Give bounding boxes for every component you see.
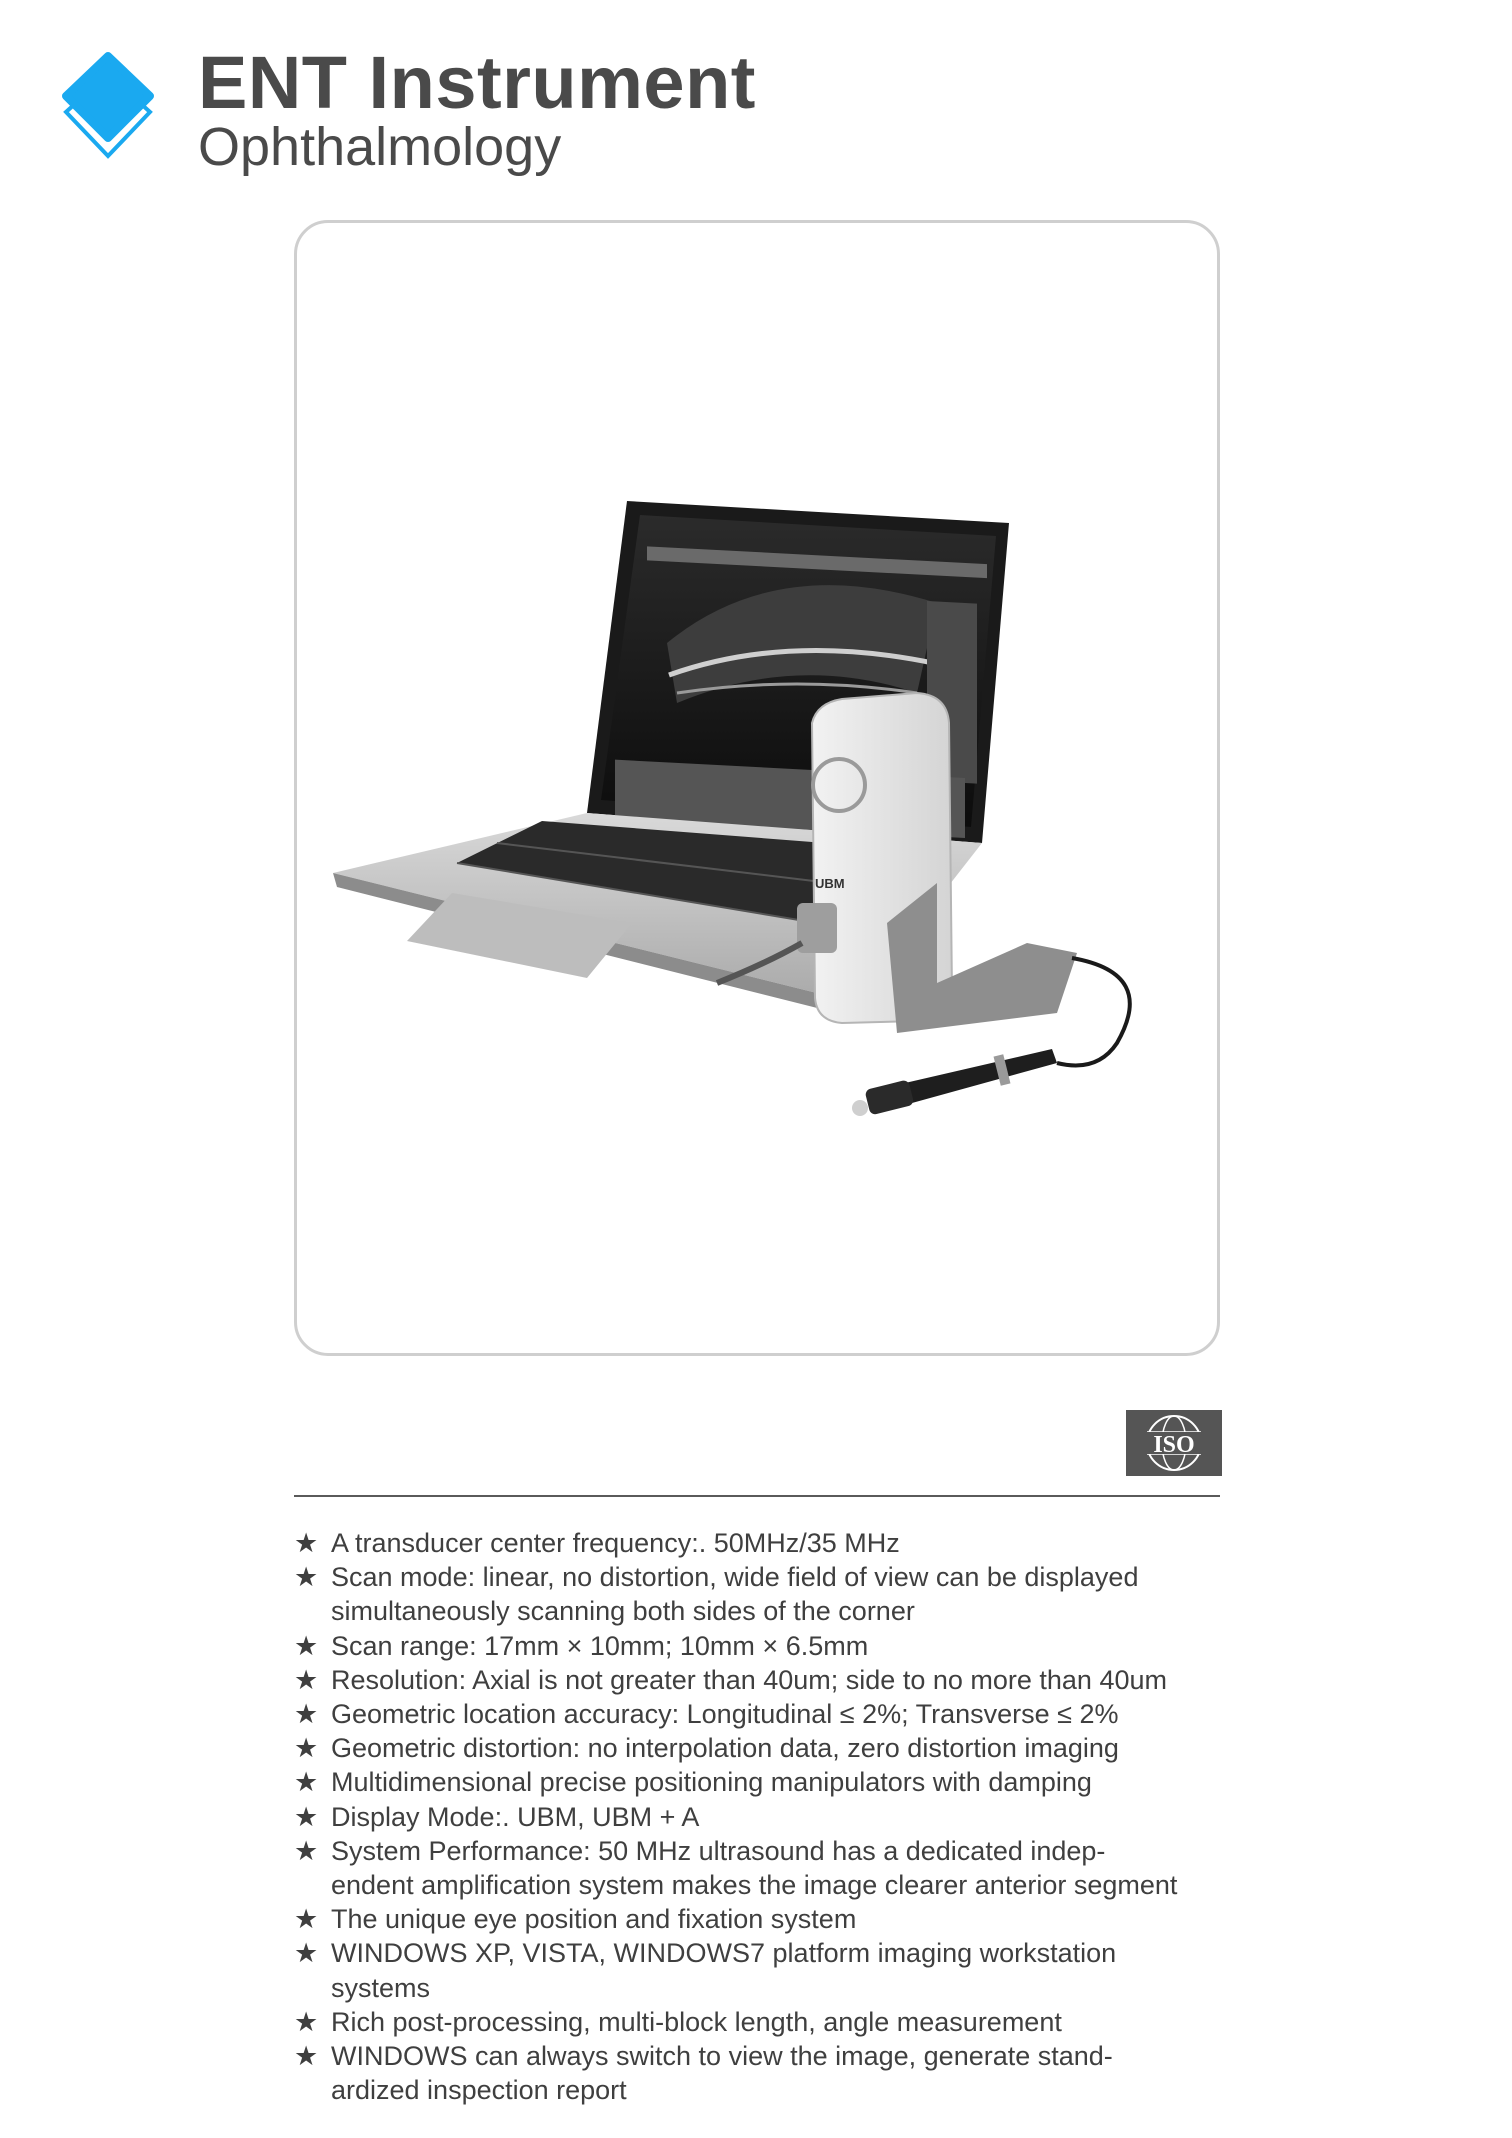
star-bullet-icon: ★: [294, 1664, 319, 1695]
iso-label: ISO: [1153, 1432, 1195, 1458]
feature-item: [294, 1560, 1254, 1628]
feature-item: [294, 2039, 1254, 2107]
feature-item: [294, 1731, 1254, 1765]
feature-text: Multidimensional precise positioning manipulators with damping: [331, 1767, 1092, 1798]
feature-item: [294, 1902, 1254, 1936]
star-bullet-icon: ★: [294, 1699, 319, 1730]
star-bullet-icon: ★: [294, 1630, 319, 1661]
feature-text: Rich post-processing, multi-block length, angle measurement: [331, 2006, 1062, 2037]
star-bullet-icon: ★: [294, 1904, 319, 1935]
feature-text: Geometric location accuracy: Longitudinal ≤ 2%; Transverse ≤ 2%: [331, 1699, 1119, 1730]
feature-text: endent amplification system makes the image clearer anterior segment: [331, 1870, 1178, 1901]
feature-text: System Performance: 50 MHz ultrasound has a dedicated indep-: [331, 1835, 1106, 1866]
feature-item: [294, 1936, 1254, 2004]
feature-text: The unique eye position and fixation system: [331, 1904, 857, 1935]
feature-item: [294, 1800, 1254, 1834]
feature-text: Geometric distortion: no interpolation data, zero distortion imaging: [331, 1733, 1119, 1764]
feature-text: WINDOWS can always switch to view the image, generate stand-: [331, 2041, 1113, 2072]
feature-text: WINDOWS XP, VISTA, WINDOWS7 platform imaging workstation: [331, 1938, 1117, 1969]
feature-text: ardized inspection report: [331, 2075, 627, 2106]
feature-text: Resolution: Axial is not greater than 40um; side to no more than 40um: [331, 1664, 1167, 1695]
star-bullet-icon: ★: [294, 1733, 319, 1764]
star-bullet-icon: ★: [294, 1801, 319, 1832]
page-title: ENT Instrument: [198, 41, 756, 124]
star-bullet-icon: ★: [294, 1938, 319, 1969]
feature-text: A transducer center frequency:. 50MHz/35 MHz: [331, 1528, 900, 1558]
star-bullet-icon: ★: [294, 1767, 319, 1798]
device-label: UBM: [815, 876, 845, 891]
feature-text: simultaneously scanning both sides of the corner: [331, 1596, 915, 1627]
section-divider: [294, 1495, 1220, 1497]
feature-item: [294, 1663, 1254, 1697]
star-bullet-icon: ★: [294, 1835, 319, 1866]
feature-item: [294, 1526, 1254, 1560]
feature-text: Scan mode: linear, no distortion, wide field of view can be displayed: [331, 1562, 1139, 1593]
feature-item: [294, 1765, 1254, 1799]
feature-item: [294, 2005, 1254, 2039]
star-bullet-icon: ★: [294, 1528, 319, 1558]
product-photo-frame: [294, 220, 1220, 1356]
feature-text: Scan range: 17mm × 10mm; 10mm × 6.5mm: [331, 1630, 869, 1661]
page-subtitle: Ophthalmology: [198, 117, 562, 177]
feature-text: Display Mode:. UBM, UBM + A: [331, 1801, 700, 1832]
star-bullet-icon: ★: [294, 1562, 319, 1593]
diamond-logo-icon: [58, 52, 158, 164]
ubm-laptop-probe-photo: [297, 223, 1217, 1353]
feature-item: [294, 1629, 1254, 1663]
feature-item: [294, 1697, 1254, 1731]
feature-item: [294, 1834, 1254, 1902]
feature-list: [294, 1526, 1254, 2107]
star-bullet-icon: ★: [294, 2041, 319, 2072]
feature-text: systems: [331, 1972, 431, 2003]
iso-globe-icon: [1126, 1410, 1222, 1476]
star-bullet-icon: ★: [294, 2006, 319, 2037]
